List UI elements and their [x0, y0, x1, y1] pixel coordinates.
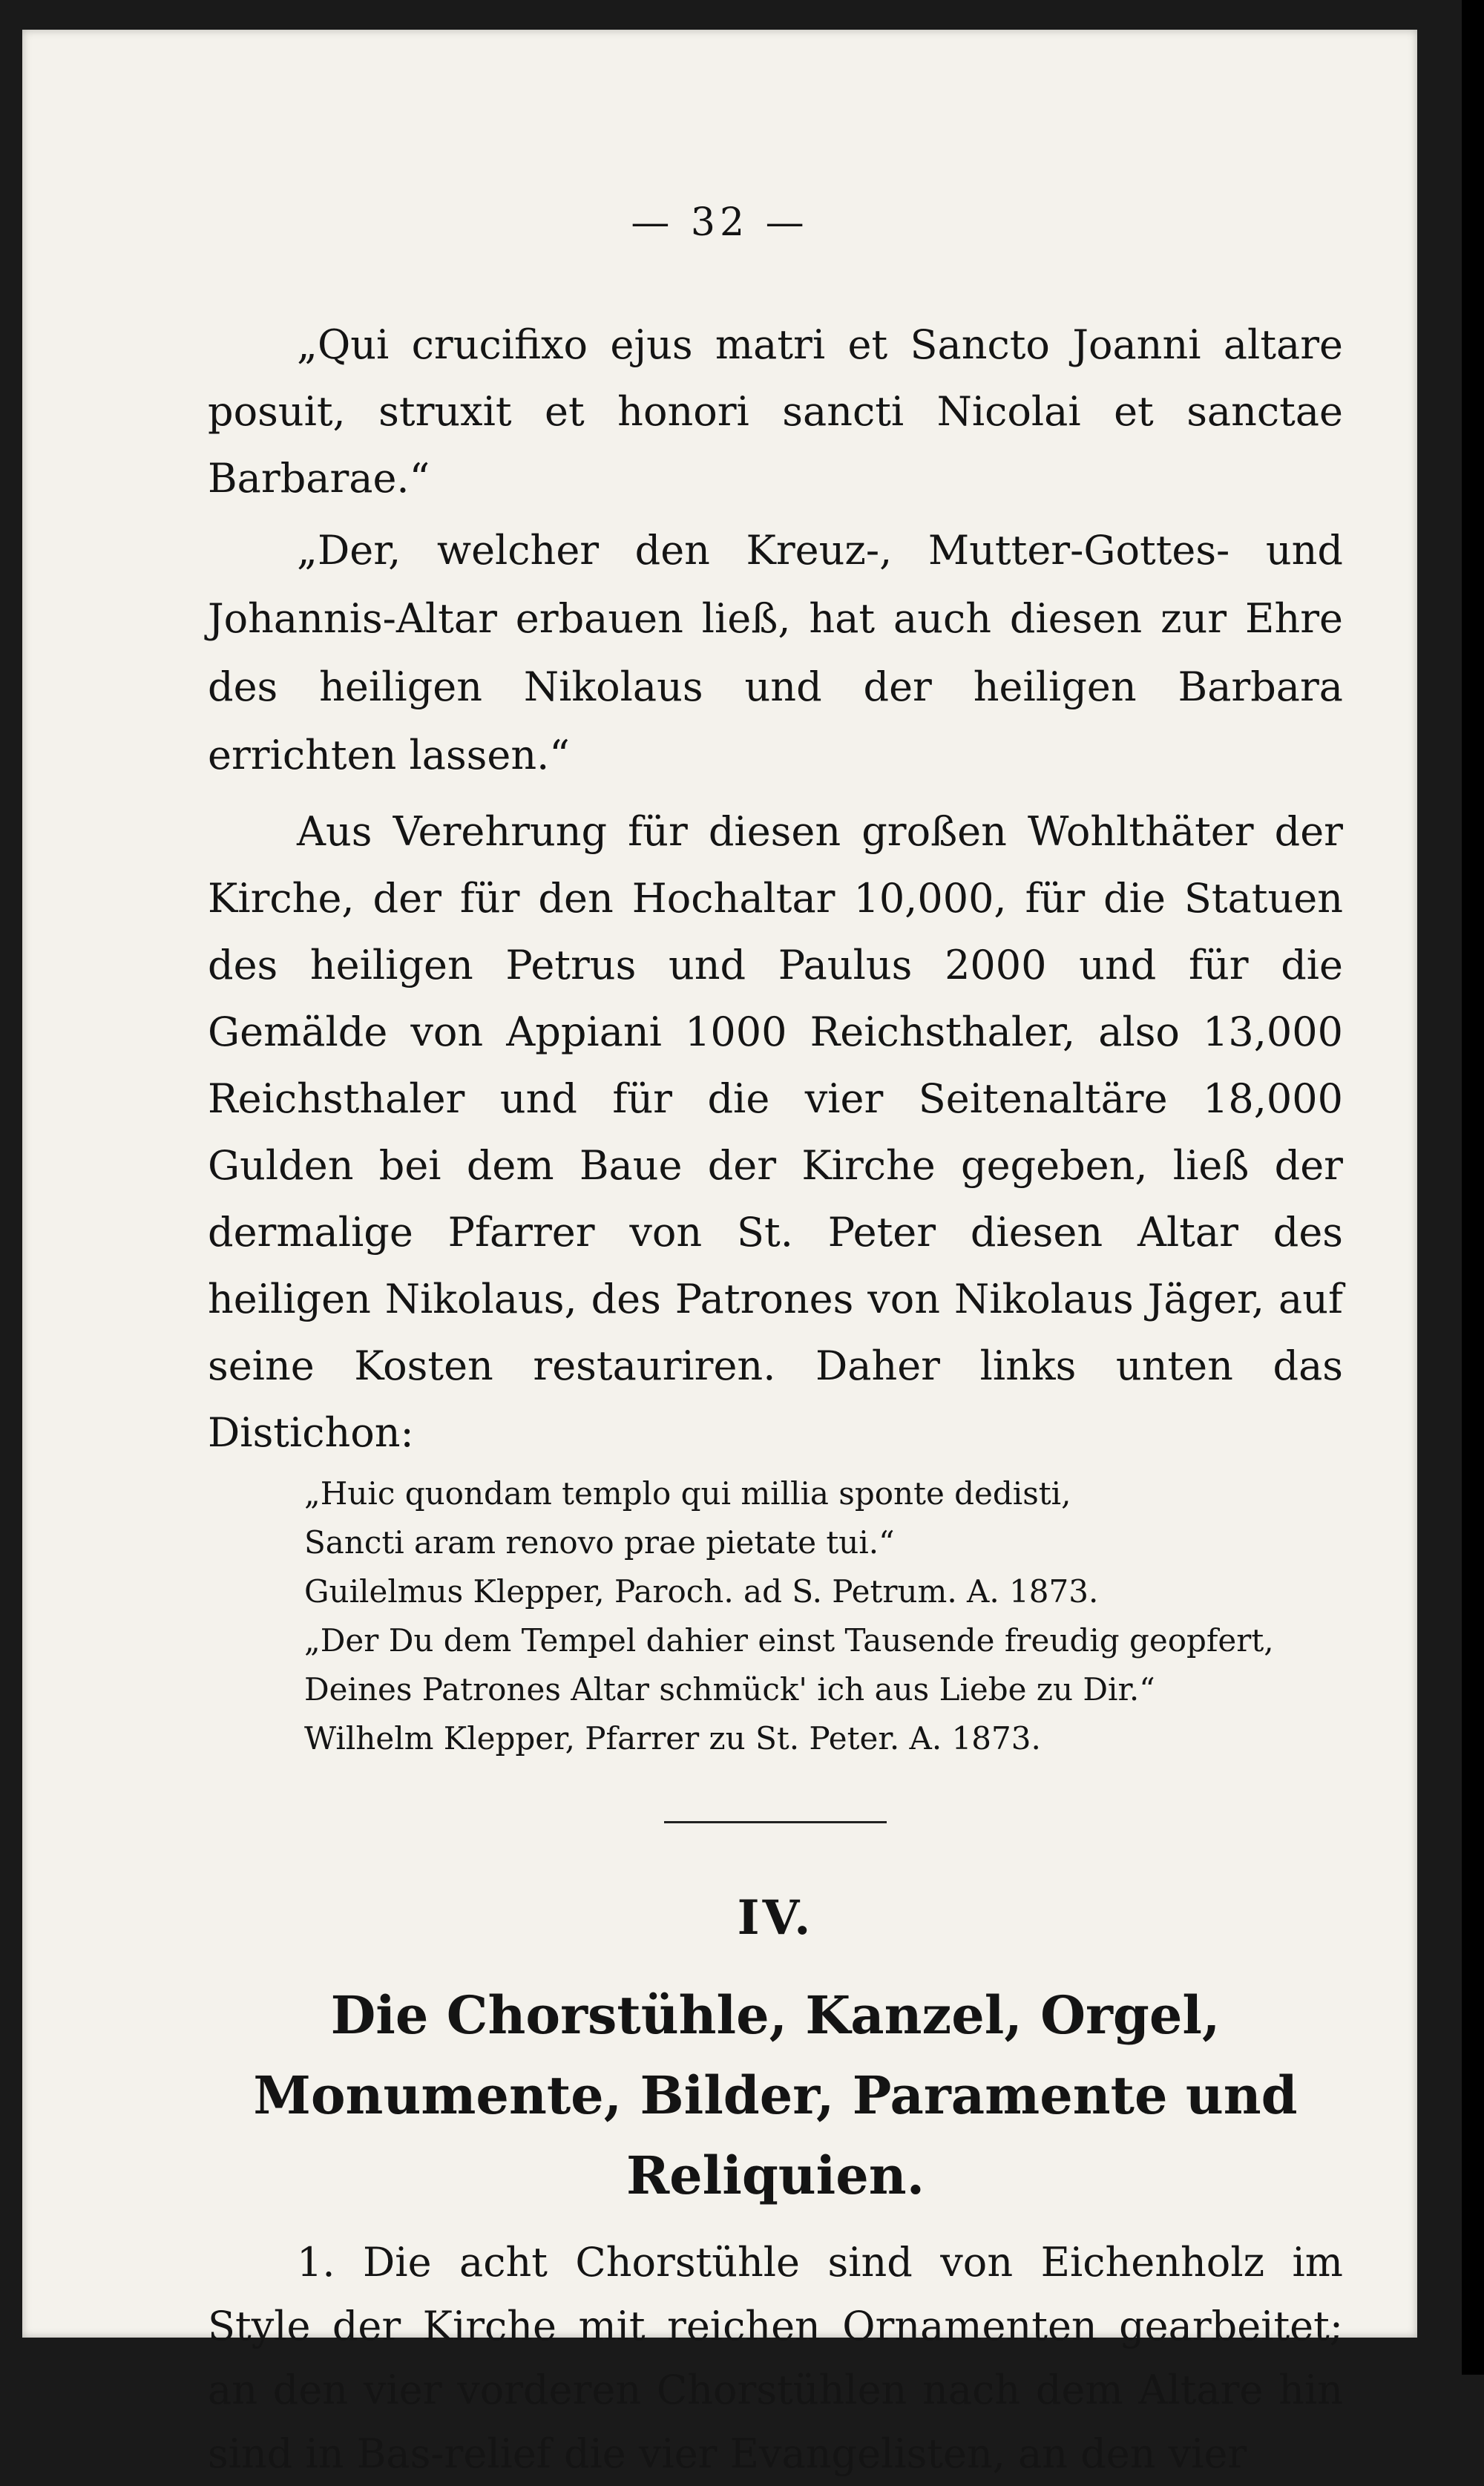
latin-inscription: „Qui crucifixo ejus matri et Sancto Joanni altare posuit, struxit et honori sancti Nicolai et sanctae Barbarae.“ — [208, 321, 1343, 502]
section-number: IV. — [737, 1890, 814, 1946]
distich-signature: Guilelmus Klepper, Paroch. ad S. Petrum. A. 1873. — [304, 1573, 1099, 1610]
distich-line: Deines Patrones Altar schmück' ich aus Liebe zu Dir.“ — [304, 1671, 1155, 1708]
book-page — [22, 30, 1417, 2477]
body-paragraph: Aus Verehrung für diesen großen Wohlthäter der Kirche, der für den Hochaltar 10,000, für die Statuen des heiligen Petrus und Paulus 2000 und für die Gemälde von Appiani 1000 Reichsthaler, also 13,000 Reichsthaler und für die vier Seitenaltäre 18,000 Gulden bei dem Baue der Kirche gegeben, ließ der dermalige Pfarrer von St. Peter diesen Altar des heiligen Nikolaus, des Patrones von Nikolaus Jäger, auf seine Kosten restauriren. Daher links unten das Distichon: — [208, 808, 1343, 1456]
german-translation: „Der, welcher den Kreuz-, Mutter-Gottes- und Johannis-Altar erbauen ließ, hat auch diesen zur Ehre des heiligen Nikolaus und der heiligen Barbara errichten lassen.“ — [208, 527, 1343, 778]
section-divider — [664, 1821, 887, 1823]
section-paragraph: 1. Die acht Chorstühle sind von Eichenholz im Style der Kirche mit reichen Ornamenten gearbeitet; an den vier vorderen Chorstühlen nach dem Altare hin sind in Bas-relief die vier Evangelisten, an den vier — [208, 2239, 1343, 2477]
section-heading: Die Chorstühle, Kanzel, Orgel, Monumente, Bilder, Paramente und Reliquien. — [253, 1984, 1298, 2206]
distich-signature: Wilhelm Klepper, Pfarrer zu St. Peter. A. 1873. — [304, 1720, 1041, 1757]
distich-line: „Der Du dem Tempel dahier einst Tausende freudig geopfert, — [304, 1622, 1274, 1659]
distich-line: Sancti aram renovo prae pietate tui.“ — [304, 1524, 895, 1561]
distich-block — [208, 1469, 1343, 1763]
page-content — [208, 312, 1343, 2486]
distich-line: „Huic quondam templo qui millia sponte dedisti, — [304, 1475, 1071, 1512]
page-number: — 32 — — [631, 200, 809, 245]
binding-edge — [1462, 0, 1484, 2375]
